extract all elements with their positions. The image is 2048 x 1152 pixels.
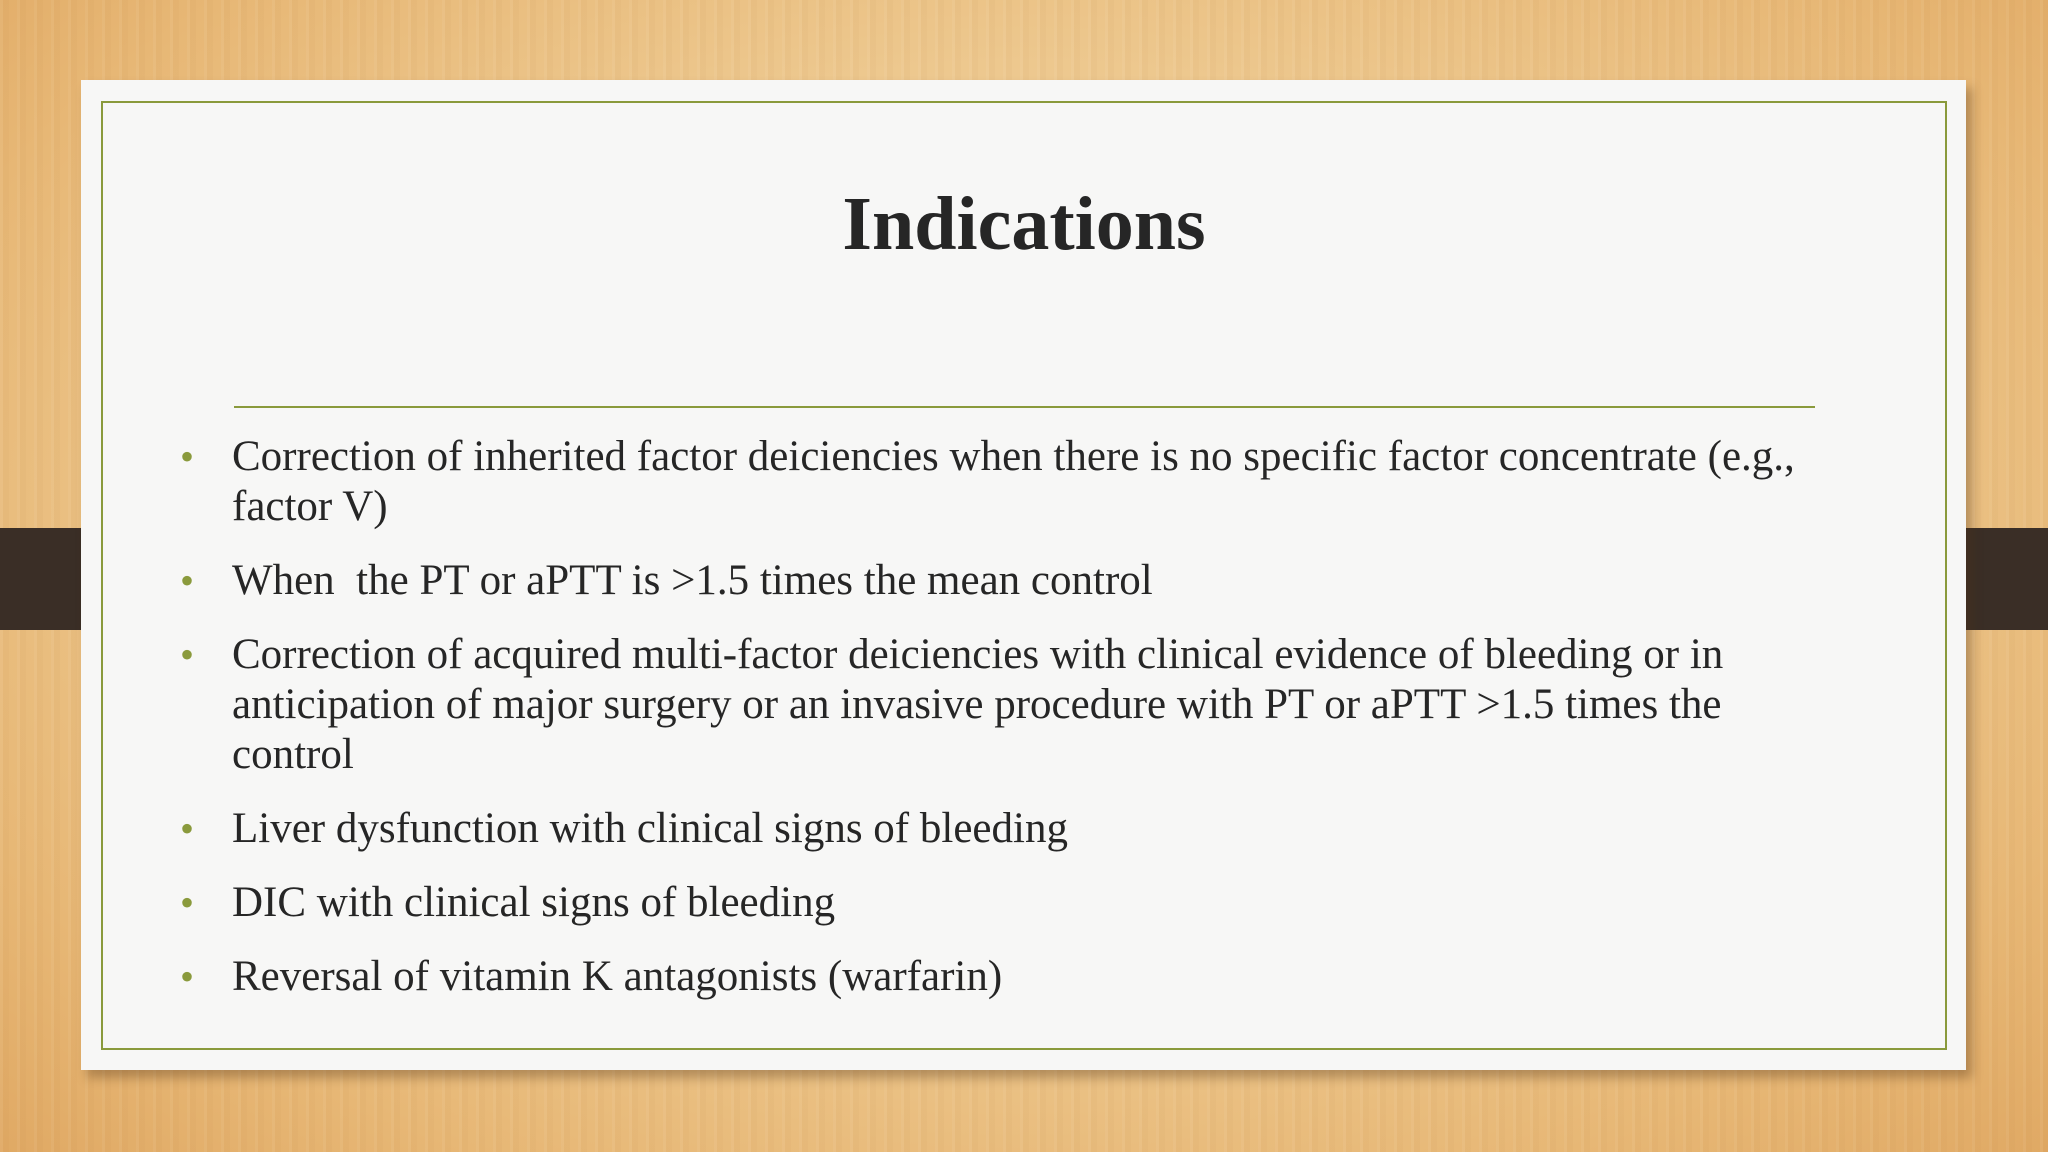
bullet-icon: • [180, 954, 195, 999]
bullet-icon: • [180, 434, 195, 479]
slide-title: Indications [842, 182, 1206, 266]
bullet-icon: • [180, 880, 195, 925]
bullet-text: DIC with clinical signs of bleeding [232, 879, 836, 926]
bullet-item [180, 878, 1820, 928]
title-divider [234, 406, 1815, 408]
bullet-icon: • [180, 632, 195, 677]
bullet-list [180, 432, 1820, 1026]
bullet-item [180, 630, 1820, 780]
bullet-text: Reversal of vitamin K antagonists (warfarin) [232, 953, 1003, 1000]
bullet-text: When the PT or aPTT is >1.5 times the mean control [232, 557, 1153, 604]
bullet-item [180, 952, 1820, 1002]
bullet-item [180, 556, 1820, 606]
bullet-icon: • [180, 558, 195, 603]
bullet-item [180, 804, 1820, 854]
bullet-icon: • [180, 806, 195, 851]
bullet-text: Correction of acquired multi-factor deiciencies with clinical evidence of bleeding or in anticipation of major surgery or an invasive procedure with PT or aPTT >1.5 times the control [232, 631, 1724, 778]
bullet-text: Liver dysfunction with clinical signs of bleeding [232, 805, 1068, 852]
bullet-item [180, 432, 1820, 532]
bullet-text: Correction of inherited factor deiciencies when there is no specific factor concentrate (e.g., factor V) [232, 433, 1795, 530]
